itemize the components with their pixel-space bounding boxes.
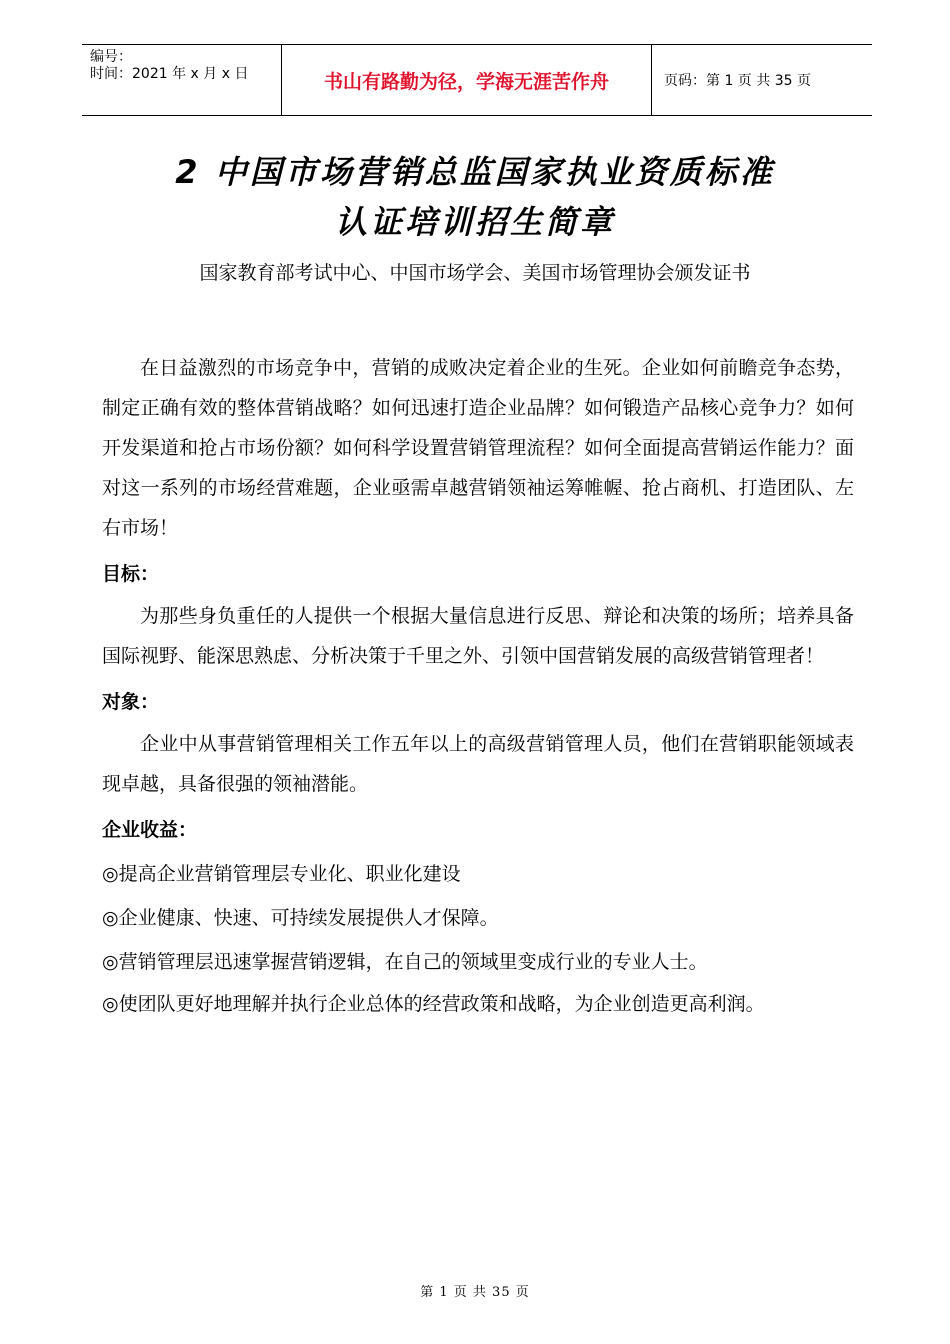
page-subtitle: 国家教育部考试中心、中国市场学会、美国市场管理协会颁发证书 <box>199 262 751 284</box>
page-title-line2: 认证培训招生简章 <box>334 203 615 241</box>
header-meta <box>82 45 282 115</box>
audience-paragraph: 企业中从事营销管理相关工作五年以上的高级营销管理人员，他们在营销职能领域表现卓越，具备很强的领袖潜能。 <box>102 733 854 795</box>
header-page-info: 页码：第 1 页 共 35 页 <box>664 73 811 89</box>
header-motto: 书山有路勤为径，学海无涯苦作舟 <box>282 45 652 115</box>
document-body <box>102 348 854 1024</box>
benefit-item: ◎提高企业营销管理层专业化、职业化建设 <box>102 863 461 885</box>
page-footer: 第 1 页 共 35 页 <box>420 1285 530 1300</box>
audience-heading: 对象： <box>102 691 160 713</box>
benefit-item: ◎企业健康、快速、可持续发展提供人才保障。 <box>102 907 499 929</box>
benefit-item: ◎营销管理层迅速掌握营销逻辑，在自己的领域里变成行业的专业人士。 <box>102 951 708 973</box>
benefits-heading: 企业收益： <box>102 819 198 841</box>
benefit-item: ◎使团队更好地理解并执行企业总体的经营政策和战略，为企业创造更高利润。 <box>102 993 765 1015</box>
intro-paragraph: 在日益激烈的市场竞争中，营销的成败决定着企业的生死。企业如何前瞻竞争态势，制定正确有效的整体营销战略？如何迅速打造企业品牌？如何锻造产品核心竞争力？如何开发渠道和抢占市场份额？如何科学设置营销管理流程？如何全面提高营销运作能力？面对这一系列的市场经营难题，企业亟需卓越营销领袖运筹帷幄、抢占商机、打造团队、左右市场！ <box>102 357 854 539</box>
goal-heading: 目标： <box>102 563 160 585</box>
goal-paragraph: 为那些身负重任的人提供一个根据大量信息进行反思、辩论和决策的场所；培养具备国际视野、能深思熟虑、分析决策于千里之外、引领中国营销发展的高级营销管理者！ <box>102 605 854 667</box>
document-time: 时间：2021 年 x 月 x 日 <box>90 66 249 82</box>
document-number: 编号： <box>90 49 132 65</box>
page-title-line1: 2 中国市场营销总监国家执业资质标准 <box>175 153 775 191</box>
header-table <box>82 44 872 116</box>
